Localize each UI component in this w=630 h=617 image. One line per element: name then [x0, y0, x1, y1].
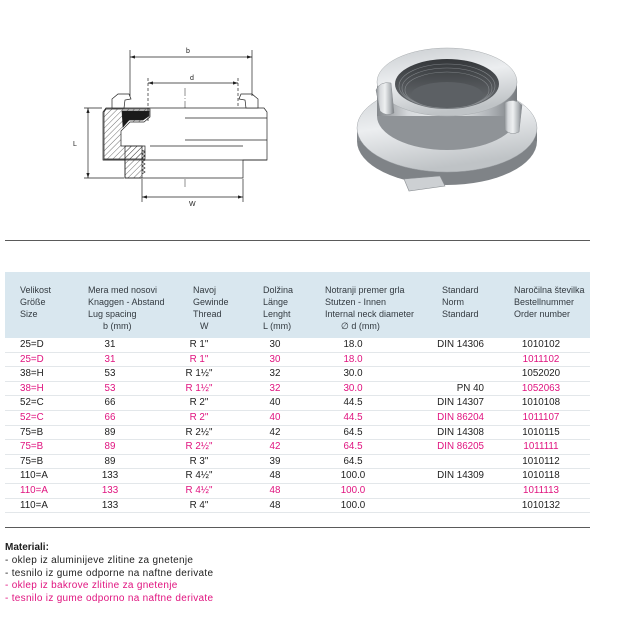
header-size-line: Size: [20, 309, 38, 319]
cell-standard: DIN 14306: [437, 339, 484, 350]
materials-item: - oklep iz bakrove zlitine za gnetenje: [5, 580, 178, 592]
cell-order-number: 1010112: [522, 455, 560, 467]
table-row: [5, 382, 590, 397]
table-row: [5, 469, 590, 484]
header-length-line: Dolžina: [263, 285, 294, 295]
cell-order-number: 1052063: [521, 382, 561, 394]
cell-lug-spacing: 53: [104, 382, 116, 394]
table-row: [5, 338, 590, 353]
header-length: [263, 284, 293, 332]
cell-length: 40: [269, 397, 281, 409]
table-header: [5, 272, 590, 338]
product-photo: [357, 48, 537, 191]
cell-thread: R 1½": [185, 368, 213, 380]
cell-order-number: 1010108: [521, 397, 561, 409]
cell-size: 25=D: [20, 353, 44, 365]
table-body: [5, 338, 590, 514]
left-lug: [112, 94, 131, 108]
cell-lug-spacing: 31: [104, 353, 116, 365]
separator-line: [5, 527, 590, 528]
cell-neck-diameter: 44.5: [343, 412, 363, 423]
materials-item: - tesnilo iz gume odporne na naftne derivate: [5, 567, 214, 579]
cell-lug-spacing: 133: [101, 485, 119, 496]
cell-lug-spacing: 66: [104, 397, 116, 409]
product-illustrations: [0, 0, 630, 235]
cell-order-number: 1011107: [522, 412, 560, 423]
cell-lug-spacing: 133: [101, 499, 119, 511]
header-length-line: Lenght: [263, 309, 291, 319]
table-row: [5, 367, 590, 382]
table-row: [5, 426, 590, 441]
header-neck-diameter-line: Notranji premer grla: [325, 285, 405, 295]
cell-order-number: 1011113: [523, 485, 559, 496]
table-row: [5, 411, 590, 426]
header-order-number-line: Order number: [514, 309, 571, 319]
header-size-line: Größe: [20, 297, 46, 307]
table-row: [5, 484, 590, 499]
materials-title: Materiali:: [5, 542, 49, 553]
cell-length: 30: [269, 339, 281, 350]
cell-size: 52=C: [20, 397, 44, 409]
cell-lug-spacing: 53: [104, 368, 116, 380]
cell-neck-diameter: 30.0: [343, 368, 363, 380]
cell-neck-diameter: 44.5: [343, 397, 363, 409]
cell-lug-spacing: 89: [104, 441, 116, 453]
cell-length: 39: [269, 455, 281, 467]
cell-order-number: 1010115: [522, 426, 560, 438]
technical-drawing: [84, 50, 267, 202]
cell-order-number: 1010102: [521, 339, 561, 350]
cell-standard: DIN 14309: [437, 470, 484, 482]
header-standard-line: Standard: [442, 285, 479, 295]
cell-length: 32: [269, 382, 281, 394]
cell-size: 110=A: [20, 499, 48, 511]
dimension-d-label: d: [190, 75, 194, 82]
cell-neck-diameter: 100.0: [340, 470, 366, 482]
right-lug: [504, 100, 522, 133]
cell-neck-diameter: 100.0: [340, 499, 366, 511]
specification-table: [5, 272, 590, 514]
header-neck-diameter-line: Stutzen - Innen: [325, 297, 387, 307]
cell-order-number: 1052020: [521, 368, 561, 380]
header-thread: [193, 284, 229, 332]
header-order-number: [514, 284, 585, 320]
header-order-number-line: Naročilna številka: [514, 285, 585, 295]
cell-thread: R 1": [189, 339, 209, 350]
cell-order-number: 1010118: [522, 470, 560, 482]
cell-neck-diameter: 100.0: [340, 485, 366, 496]
cell-thread: R 2½": [185, 441, 213, 453]
header-neck-diameter: [325, 284, 414, 332]
cell-thread: R 4½": [185, 485, 213, 496]
cell-neck-diameter: 18.0: [343, 353, 363, 365]
header-length-line: L (mm): [263, 321, 292, 331]
header-thread-line: Gewinde: [193, 297, 229, 307]
cell-neck-diameter: 64.5: [343, 455, 363, 467]
materials-item: - tesnilo iz gume odporno na naftne derivate: [5, 593, 214, 605]
cell-size: 75=B: [20, 426, 44, 438]
cell-thread: R 2": [189, 412, 209, 423]
neck-wall: [125, 146, 142, 178]
cell-standard: PN 40: [456, 382, 484, 394]
header-order-number-line: Bestellnummer: [514, 297, 575, 307]
cell-thread: R 4": [189, 499, 209, 511]
right-lug: [239, 94, 258, 108]
header-neck-diameter-line: ∅ d (mm): [341, 321, 380, 331]
cell-thread: R 4½": [185, 470, 213, 482]
cell-lug-spacing: 66: [104, 412, 116, 423]
inner-bore: [411, 82, 483, 108]
separator-line: [5, 240, 590, 241]
header-thread-line: W: [200, 321, 209, 331]
dimension-b-label: b: [186, 48, 190, 55]
cell-length: 30: [269, 353, 281, 365]
cell-length: 32: [269, 368, 281, 380]
materials-item: - oklep iz aluminijeve zlitine za gnetenje: [5, 554, 194, 566]
cell-size: 52=C: [20, 412, 44, 423]
cell-size: 110=A: [20, 470, 48, 482]
table-row: [5, 455, 590, 470]
cell-standard: DIN 14308: [437, 426, 484, 438]
dimension-W: [142, 179, 243, 202]
cell-length: 42: [269, 426, 281, 438]
materials-section: [5, 542, 425, 606]
cell-thread: R 2": [189, 397, 209, 409]
header-thread-line: Navoj: [193, 285, 217, 295]
cell-lug-spacing: 31: [104, 339, 116, 350]
dimension-L-label: L: [73, 141, 77, 148]
header-lug-spacing-line: b (mm): [103, 321, 132, 331]
dimension-W-label: W: [189, 201, 196, 208]
cell-neck-diameter: 30.0: [343, 382, 363, 394]
cell-size: 25=D: [20, 339, 44, 350]
table-row: [5, 499, 590, 514]
header-lug-spacing-line: Mera med nosovi: [88, 285, 158, 295]
header-standard-line: Standard: [442, 309, 479, 319]
header-lug-spacing-line: Knaggen - Abstand: [88, 297, 165, 307]
table-row: [5, 440, 590, 455]
header-length-line: Länge: [263, 297, 289, 307]
cell-lug-spacing: 133: [101, 470, 119, 482]
cell-lug-spacing: 89: [104, 426, 116, 438]
cell-length: 48: [269, 499, 281, 511]
header-standard: [442, 284, 479, 320]
cell-thread: R 1": [189, 353, 209, 365]
cell-neck-diameter: 64.5: [343, 426, 363, 438]
locking-tab: [404, 176, 445, 191]
header-thread-line: Thread: [193, 309, 222, 319]
header-lug-spacing: [88, 284, 165, 332]
cell-length: 48: [269, 470, 281, 482]
cell-standard: DIN 14307: [437, 397, 484, 409]
header-standard-line: Norm: [442, 297, 464, 307]
cell-thread: R 3": [189, 455, 209, 467]
cell-length: 48: [269, 485, 281, 496]
cell-neck-diameter: 64.5: [343, 441, 363, 453]
cell-length: 42: [269, 441, 281, 453]
header-neck-diameter-line: Internal neck diameter: [325, 309, 415, 319]
header-lug-spacing-line: Lug spacing: [88, 309, 137, 319]
cell-standard: DIN 86205: [437, 441, 484, 453]
table-row: [5, 396, 590, 411]
cell-size: 75=B: [20, 455, 44, 467]
header-size-line: Velikost: [20, 285, 52, 295]
cell-neck-diameter: 18.0: [343, 339, 363, 350]
cell-size: 75=B: [20, 441, 44, 453]
cell-thread: R 1½": [185, 382, 213, 394]
cell-length: 40: [269, 412, 281, 423]
cell-size: 38=H: [20, 382, 44, 394]
cell-order-number: 1011111: [523, 441, 559, 453]
cell-order-number: 1010132: [521, 499, 561, 511]
cell-size: 38=H: [20, 368, 44, 380]
cell-thread: R 2½": [185, 426, 213, 438]
cell-order-number: 1011102: [522, 353, 560, 365]
cell-lug-spacing: 89: [104, 455, 116, 467]
header-size: [20, 284, 51, 320]
table-row: [5, 353, 590, 368]
cell-size: 110=A: [20, 485, 48, 496]
cell-standard: DIN 86204: [437, 412, 484, 423]
